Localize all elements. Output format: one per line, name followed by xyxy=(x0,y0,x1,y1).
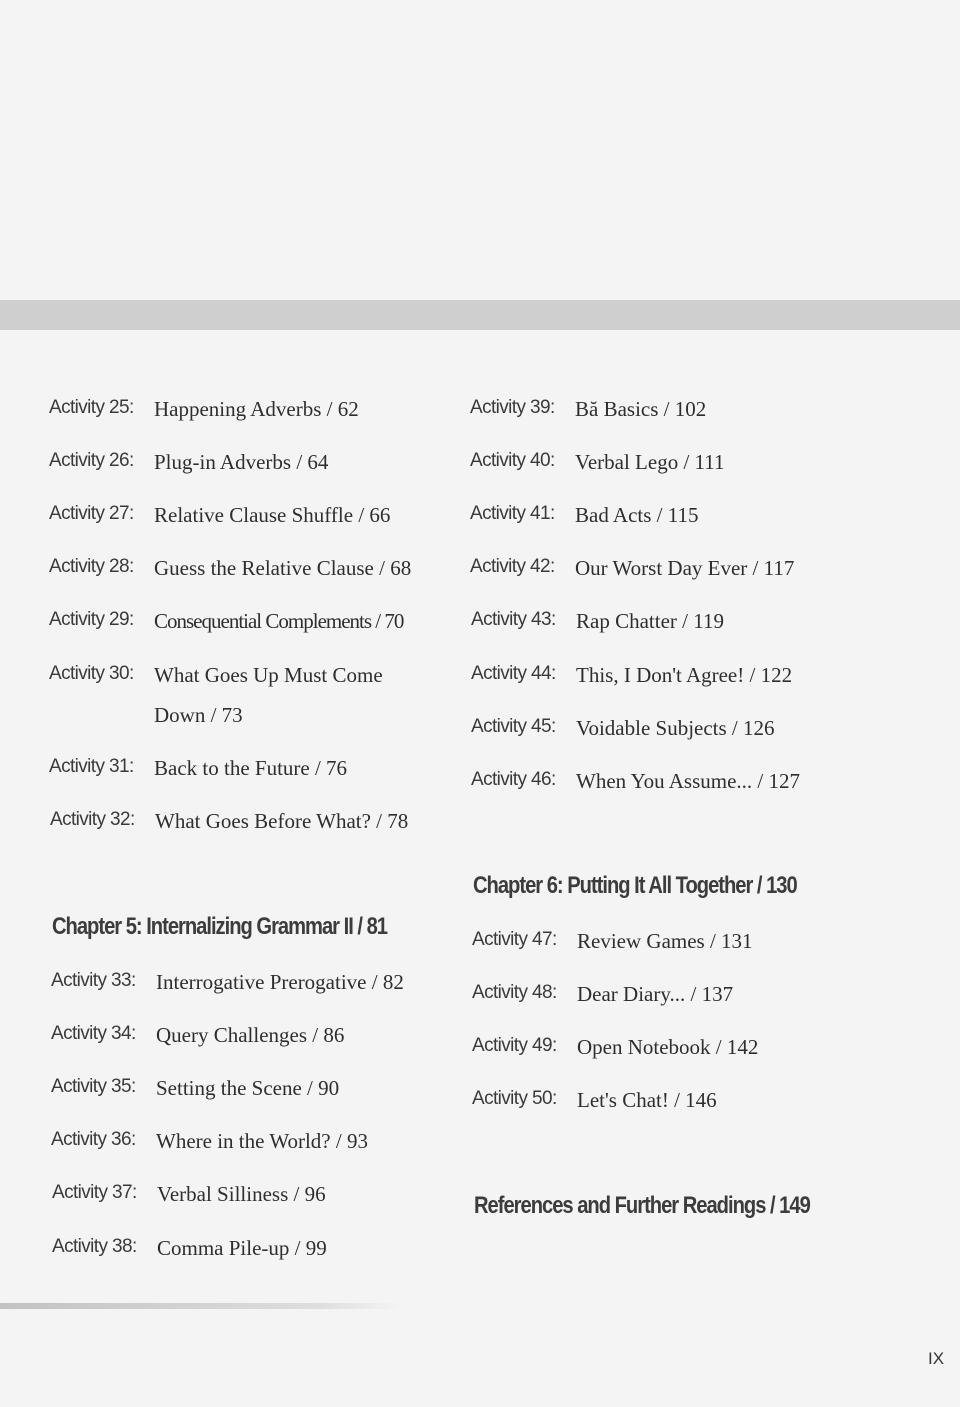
activity-title: Rap Chatter / 119 xyxy=(576,609,724,633)
activity-label: Activity 28: xyxy=(49,556,134,577)
activity-label: Activity 36: xyxy=(51,1129,136,1150)
activity-label: Activity 42: xyxy=(470,556,555,577)
activity-label: Activity 25: xyxy=(49,397,134,418)
activity-title: Bă Basics / 102 xyxy=(575,397,707,421)
activity-title: What Goes Up Must Come Down / 73 xyxy=(154,663,383,727)
activity-label: Activity 29: xyxy=(49,609,134,630)
activity-label: Activity 46: xyxy=(471,769,556,790)
activity-title: Where in the World? / 93 xyxy=(156,1129,368,1153)
references-heading: References and Further Readings / 149 xyxy=(474,1192,810,1219)
activity-title: Let's Chat! / 146 xyxy=(577,1088,717,1112)
activity-label: Activity 48: xyxy=(472,982,557,1003)
activity-title: Setting the Scene / 90 xyxy=(156,1076,340,1100)
activity-title: Plug-in Adverbs / 64 xyxy=(154,450,329,474)
activity-label: Activity 39: xyxy=(470,397,555,418)
activity-label: Activity 32: xyxy=(50,809,135,830)
chapter-6-heading: Chapter 6: Putting It All Together / 130 xyxy=(473,872,797,899)
activity-title: Interrogative Prerogative / 82 xyxy=(156,970,404,994)
activity-title: Query Challenges / 86 xyxy=(156,1023,345,1047)
activity-title: Verbal Silliness / 96 xyxy=(157,1182,326,1206)
activity-title: Bad Acts / 115 xyxy=(575,503,699,527)
activity-label: Activity 35: xyxy=(51,1076,136,1097)
activity-title: Voidable Subjects / 126 xyxy=(576,716,775,740)
activity-title: Comma Pile-up / 99 xyxy=(157,1236,327,1260)
activity-title: When You Assume... / 127 xyxy=(576,769,801,793)
activity-label: Activity 30: xyxy=(49,663,134,684)
activity-label: Activity 40: xyxy=(470,450,555,471)
activity-label: Activity 31: xyxy=(49,756,134,777)
page-number: IX xyxy=(928,1349,945,1368)
activity-label: Activity 26: xyxy=(49,450,134,471)
activity-label: Activity 45: xyxy=(471,716,556,737)
activity-title: Back to the Future / 76 xyxy=(154,756,348,780)
activity-label: Activity 47: xyxy=(472,929,557,950)
activity-title: Relative Clause Shuffle / 66 xyxy=(154,503,391,527)
header-band xyxy=(0,300,960,330)
activity-title: Guess the Relative Clause / 68 xyxy=(154,556,412,580)
activity-label: Activity 34: xyxy=(51,1023,136,1044)
activity-label: Activity 49: xyxy=(472,1035,557,1056)
activity-label: Activity 44: xyxy=(471,663,556,684)
activity-label: Activity 41: xyxy=(470,503,555,524)
activity-title: Verbal Lego / 111 xyxy=(575,450,725,474)
activity-title: This, I Don't Agree! / 122 xyxy=(576,663,793,687)
activity-label: Activity 37: xyxy=(52,1182,137,1203)
activity-label: Activity 50: xyxy=(472,1088,557,1109)
footer-rule xyxy=(0,1303,400,1309)
chapter-5-heading: Chapter 5: Internalizing Grammar II / 81 xyxy=(52,913,387,940)
activity-title: Dear Diary... / 137 xyxy=(577,982,734,1006)
activity-label: Activity 33: xyxy=(51,970,136,991)
activity-title: Review Games / 131 xyxy=(577,929,753,953)
activity-title: Open Notebook / 142 xyxy=(577,1035,759,1059)
activity-title: Our Worst Day Ever / 117 xyxy=(575,556,795,580)
activity-label: Activity 43: xyxy=(471,609,556,630)
activity-title: What Goes Before What? / 78 xyxy=(155,809,409,833)
activity-title: Consequential Complements / 70 xyxy=(154,609,404,633)
activity-title: Happening Adverbs / 62 xyxy=(154,397,359,421)
activity-label: Activity 27: xyxy=(49,503,134,524)
activity-label: Activity 38: xyxy=(52,1236,137,1257)
